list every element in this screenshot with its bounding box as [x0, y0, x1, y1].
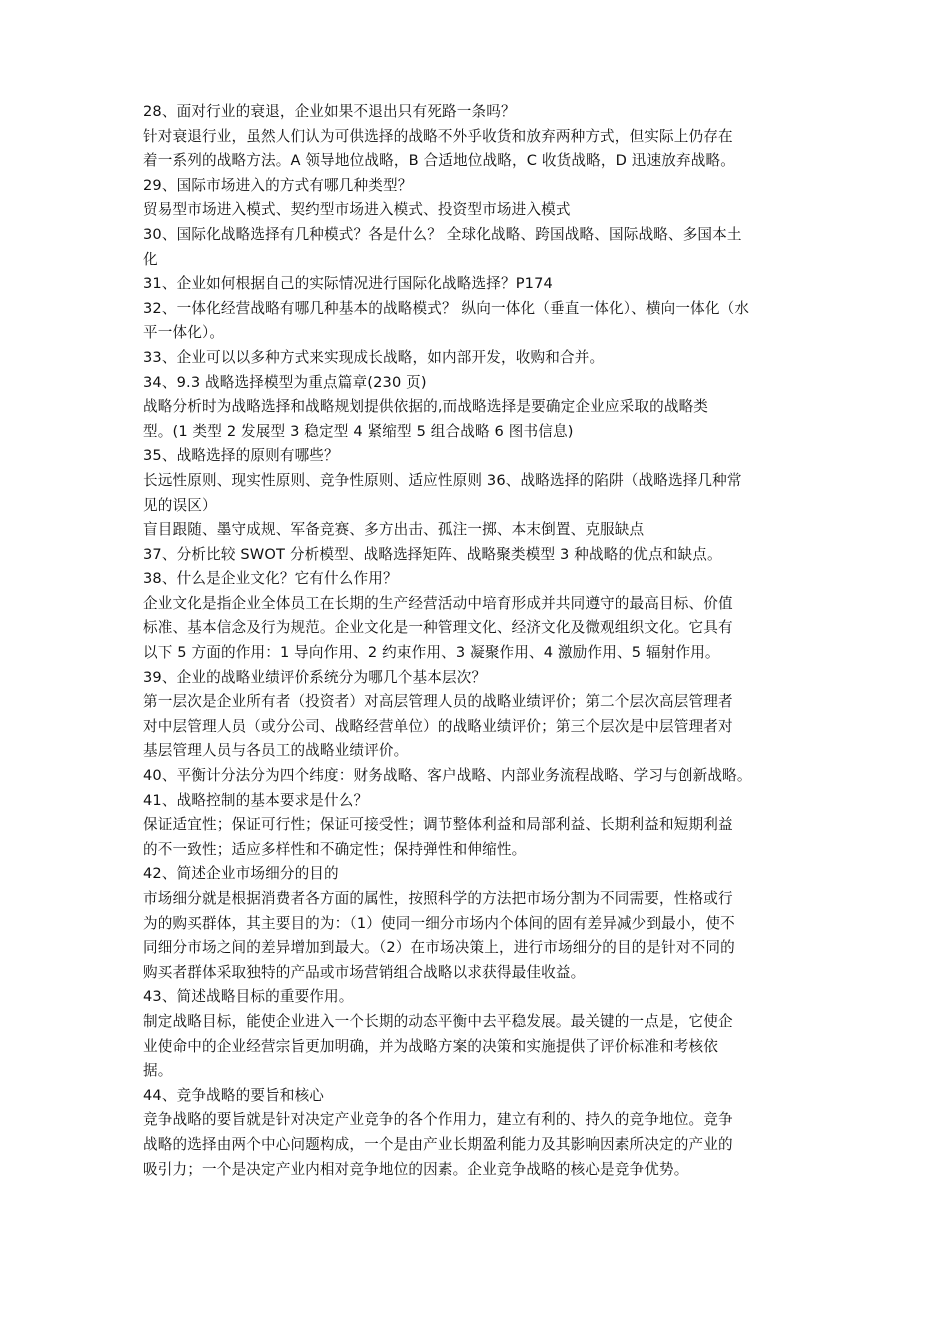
question-heading: 43、简述战略目标的重要作用。: [143, 988, 354, 1006]
question-heading: 38、什么是企业文化？它有什么作用？: [143, 570, 398, 588]
question-heading: 39、企业的战略业绩评价系统分为哪几个基本层次？: [143, 668, 487, 686]
answer-line: 战略的选择由两个中心问题构成，一个是由产业长期盈利能力及其影响因素所决定的产业的: [143, 1135, 733, 1153]
question-heading: 34、9.3 战略选择模型为重点篇章(230 页): [143, 373, 427, 391]
question-heading: 28、面对行业的衰退，企业如果不退出只有死路一条吗？: [143, 103, 516, 120]
answer-line: 保证适宜性；保证可行性；保证可接受性；调节整体利益和局部利益、长期利益和短期利益: [143, 816, 733, 834]
answer-line: 制定战略目标，能使企业进入一个长期的动态平衡中去平稳发展。最关键的一点是，它使企: [143, 1012, 733, 1030]
answer-line: 企业文化是指企业全体员工在长期的生产经营活动中培育形成并共同遵守的最高目标、价值: [143, 594, 733, 612]
answer-line: 基层管理人员与各员工的战略业绩评价。: [143, 742, 409, 760]
answer-line: 化: [143, 250, 158, 268]
answer-line: 见的误区）: [143, 496, 217, 514]
answer-line: 竞争战略的要旨就是针对决定产业竞争的各个作用力，建立有利的、持久的竞争地位。竞争: [143, 1111, 733, 1129]
answer-line: 同细分市场之间的差异增加到最大。（2）在市场决策上，进行市场细分的目的是针对不同的: [143, 939, 735, 957]
answer-line: 以下 5 方面的作用：1 导向作用、2 约束作用、3 凝聚作用、4 激励作用、5 辐射作用。: [143, 644, 720, 662]
document-body: [143, 100, 811, 1182]
question-heading: 31、企业如何根据自己的实际情况进行国际化战略选择？P174: [143, 275, 553, 293]
answer-line: 贸易型市场进入模式、契约型市场进入模式、投资型市场进入模式: [143, 201, 571, 219]
question-heading: 41、战略控制的基本要求是什么？: [143, 791, 369, 809]
answer-line: 对中层管理人员（或分公司、战略经营单位）的战略业绩评价；第三个层次是中层管理者对: [143, 717, 733, 735]
answer-line: 型。(1 类型 2 发展型 3 稳定型 4 紧缩型 5 组合战略 6 图书信息): [143, 422, 574, 440]
answer-line: 购买者群体采取独特的产品或市场营销组合战略以求获得最佳收益。: [143, 963, 586, 981]
question-heading: 42、简述企业市场细分的目的: [143, 865, 339, 883]
answer-line: 的不一致性；适应多样性和不确定性；保持弹性和伸缩性。: [143, 840, 527, 858]
question-heading: 44、竞争战略的要旨和核心: [143, 1086, 325, 1104]
question-heading: 35、战略选择的原则有哪些？: [143, 447, 339, 465]
answer-line: 市场细分就是根据消费者各方面的属性，按照科学的方法把市场分割为不同需要，性格或行: [143, 890, 733, 907]
question-heading: 29、国际市场进入的方式有哪几种类型？: [143, 176, 413, 194]
answer-line: 为的购买群体，其主要目的为：（1）使同一细分市场内个体间的固有差异减少到最小，使不: [143, 914, 735, 932]
answer-line: 长远性原则、现实性原则、竞争性原则、适应性原则 36、战略选择的陷阱（战略选择几种常: [143, 471, 742, 489]
answer-line: 盲目跟随、墨守成规、军备竞赛、多方出击、孤注一掷、本末倒置、克服缺点: [143, 521, 645, 539]
question-heading: 33、企业可以以多种方式来实现成长战略，如内部开发，收购和合并。: [143, 348, 605, 366]
answer-line: 战略分析时为战略选择和战略规划提供依据的,而战略选择是要确定企业应采取的战略类: [143, 398, 709, 416]
answer-line: 据。: [143, 1062, 173, 1080]
answer-line: 第一层次是企业所有者（投资者）对高层管理人员的战略业绩评价；第二个层次高层管理者: [143, 693, 733, 711]
answer-line: 针对衰退行业，虽然人们认为可供选择的战略不外乎收货和放弃两种方式，但实际上仍存在: [143, 127, 733, 145]
answer-line: 业使命中的企业经营宗旨更加明确，并为战略方案的决策和实施提供了评价标准和考核依: [143, 1037, 719, 1055]
question-heading: 30、国际化战略选择有几种模式？各是什么？ 全球化战略、跨国战略、国际战略、多国本土: [143, 225, 742, 243]
question-heading: 40、平衡计分法分为四个纬度：财务战略、客户战略、内部业务流程战略、学习与创新战略。: [143, 767, 752, 785]
question-heading: 37、分析比较 SWOT 分析模型、战略选择矩阵、战略聚类模型 3 种战略的优点和缺点。: [143, 545, 722, 563]
answer-line: 着一系列的战略方法。A 领导地位战略，B 合适地位战略，C 收货战略，D 迅速放弃战略。: [143, 152, 735, 170]
answer-line: 平一体化）。: [143, 324, 225, 342]
question-heading: 32、一体化经营战略有哪几种基本的战略模式？ 纵向一体化（垂直一体化）、横向一体化（水: [143, 299, 750, 317]
answer-line: 标准、基本信念及行为规范。企业文化是一种管理文化、经济文化及微观组织文化。它具有: [143, 619, 733, 637]
answer-line: 吸引力；一个是决定产业内相对竞争地位的因素。企业竞争战略的核心是竞争优势。: [143, 1160, 689, 1178]
